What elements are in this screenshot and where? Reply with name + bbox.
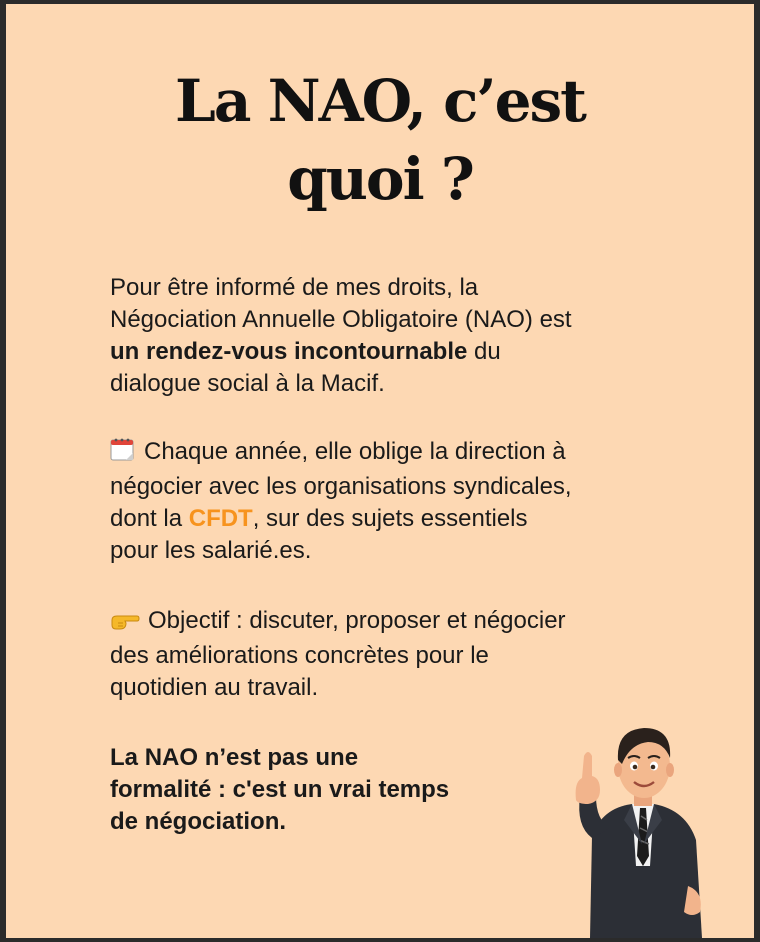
title-line-1: La NAO, c’est <box>175 67 585 135</box>
intro-line: Pour être informé de mes droits, la <box>110 274 479 301</box>
conclusion-line: de négociation. <box>110 808 287 835</box>
conclusion-bold-text: NAO n’est pas une <box>144 744 359 771</box>
conclusion-text: La <box>110 744 145 771</box>
objective-text: Objectif : discuter, proposer et négocier <box>148 607 566 634</box>
conclusion-line <box>110 742 530 774</box>
intro-bold-text: un rendez-vous incontournable <box>110 338 468 365</box>
conclusion-paragraph <box>110 742 530 838</box>
yearly-paragraph <box>110 436 690 567</box>
yearly-line <box>110 436 690 471</box>
yearly-line <box>110 503 690 535</box>
objective-paragraph <box>110 605 690 704</box>
objective-line <box>110 605 690 640</box>
intro-text: du <box>467 338 501 365</box>
intro-line: Négociation Annuelle Obligatoire (NAO) est <box>110 306 572 333</box>
yearly-line: pour les salarié.es. <box>110 537 312 564</box>
yearly-text: dont la <box>110 505 189 532</box>
intro-line: dialogue social à la Macif. <box>110 370 385 397</box>
info-card <box>6 4 754 938</box>
page-title <box>6 62 754 218</box>
cfdt-highlight: CFDT <box>188 505 253 532</box>
objective-line: quotidien au travail. <box>110 674 319 701</box>
businessman-illustration <box>562 716 722 938</box>
conclusion-line: formalité : c'est un vrai temps <box>110 776 450 803</box>
intro-line <box>110 336 690 368</box>
objective-line: des améliorations concrètes pour le <box>110 642 489 669</box>
yearly-text: Chaque année, elle oblige la direction à <box>144 438 566 465</box>
intro-paragraph <box>110 272 690 400</box>
yearly-text: , sur des sujets essentiels <box>252 505 528 532</box>
calendar-icon <box>110 438 136 471</box>
title-line-2: quoi ? <box>287 145 473 213</box>
pointing-hand-icon <box>110 608 140 640</box>
yearly-line: négocier avec les organisations syndicales, <box>110 473 572 500</box>
